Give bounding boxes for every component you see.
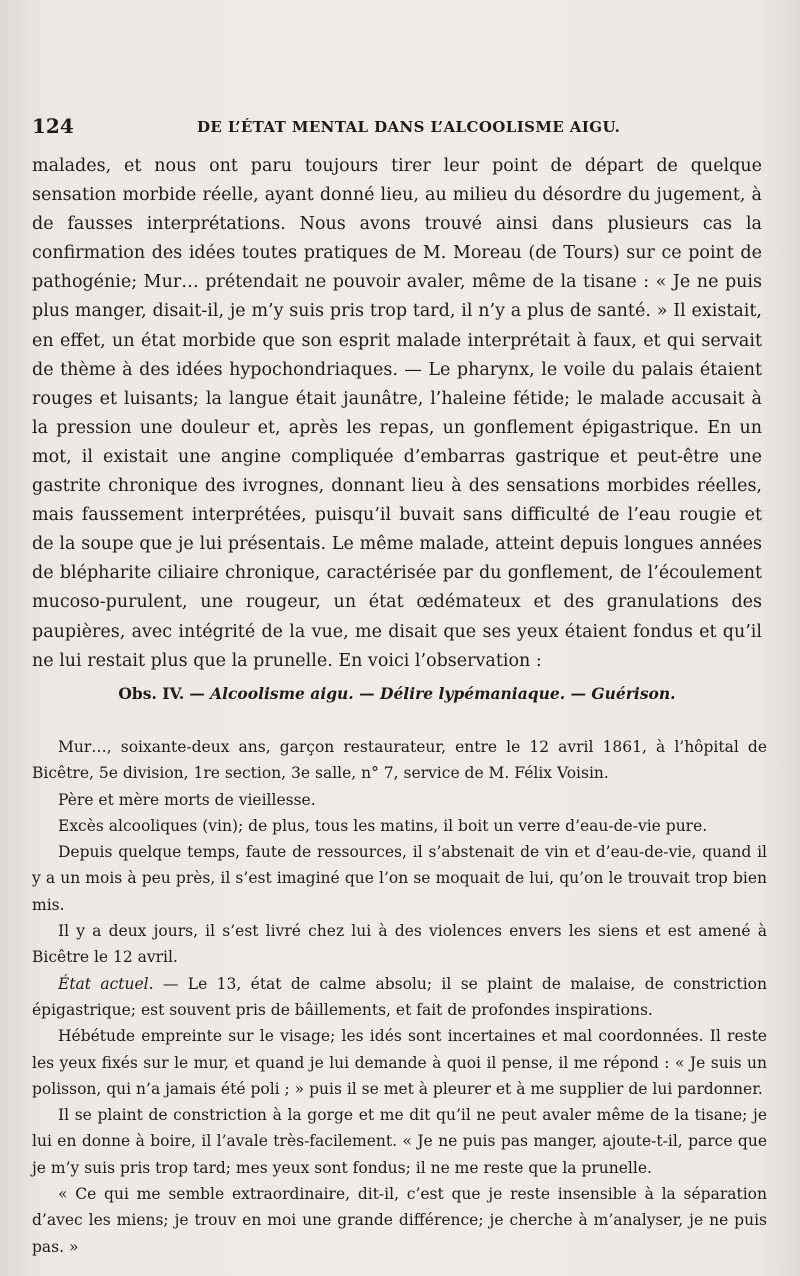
body-paragraph: malades, et nous ont paru toujours tirer leur point de départ de quelque sensation morbide réelle, ayant donné lieu, au milieu du désordre du jugement, à de fausses interprétations. Nous avons trouvé ainsi dans plusieurs cas la confirmation des idées toutes pratiques de M. Moreau (de Tours) sur ce point de pathogénie; Mur… prétendait ne pouvoir avaler, même de la tisane : « Je ne puis plus manger, disait-il, je m’y suis pris trop tard, il n’y a plus de santé. » Il existait, en effet, un état morbide que son esprit malade interprétait à faux, et qui servait de thème à des idées hypochondriaques. — Le pharynx, le voile du palais étaient rouges et luisants; la langue était jaunâtre, l’haleine fétide; le malade accusait à la pression une douleur et, après les repas, un gonflement épigastrique. En un mot, il existait une angine compliquée d’embarras gastrique et peut-être une gastrite chronique des ivrognes, donnant lieu à des sensations morbides réelles, mais faussement interprétées, puisqu’il buvait sans difficulté de l’eau rougie et de la soupe que je lui présentais. Le même malade, atteint depuis longues années de blépharite ciliaire chronique, caractérisée par du gonflement, de l’écoulement mucoso-purulent, une rougeur, un état œdémateux et des granulations des paupières, avec intégrité de la vue, me disait que ses yeux étaient fondus et qu’il ne lui restait plus que la prunelle. En voici l’observation : [32, 156, 762, 671]
main-text [32, 152, 762, 676]
observation-paragraph-parents: Père et mère morts de vieillesse. [58, 790, 316, 809]
observation-paragraph-quote: « Ce qui me semble extraordinaire, dit-il, c’est que je reste insensible à la séparation d’avec les miens; je trouv en moi une grande différence; je cherche à m’analyser, je ne puis pas. » [32, 1185, 767, 1256]
observation-heading [32, 684, 762, 703]
observation-paragraph-constriction: Il se plaint de constriction à la gorge et me dit qu’il ne peut avaler même de la tisane; je lui en donne à boire, il l’avale très-facilement. « Je ne puis pas manger, ajoute-t-il, parce que je m’y suis pris trop tard; mes yeux sont fondus; il ne me reste que la prunelle. [32, 1106, 767, 1177]
observation-label: Obs. IV. [118, 684, 185, 703]
observation-paragraph-excess: Excès alcooliques (vin); de plus, tous les matins, il boit un verre d’eau-de-vie pure. [58, 816, 708, 835]
page-header [32, 114, 762, 140]
current-state-label: État actuel. [58, 974, 154, 993]
observation-paragraph-history: Depuis quelque temps, faute de ressources, il s’abstenait de vin et d’eau-de-vie, quand il y a un mois à peu près, il s’est imaginé que l’on se moquait de lui, qu’on le trouvait trop bien mis. [32, 843, 767, 914]
observation-title: — Alcoolisme aigu. — Délire lypémaniaque. — Guérison. [189, 684, 676, 703]
observation-text [32, 734, 767, 1260]
observation-paragraph-violence: Il y a deux jours, il s’est livré chez lui à des violences envers les siens et est amené à Bicêtre le 12 avril. [32, 922, 767, 967]
current-state-text: — Le 13, état de calme absolu; il se plaint de malaise, de constriction épigastrique; est souvent pris de bâillements, et fait de profondes inspirations. [32, 974, 767, 1019]
page-number: 124 [32, 114, 74, 138]
observation-paragraph-current-state [32, 971, 767, 1024]
running-title: DE L’ÉTAT MENTAL DANS L’ALCOOLISME AIGU. [197, 118, 621, 136]
observation-paragraph-admission: Mur…, soixante-deux ans, garçon restaurateur, entre le 12 avril 1861, à l’hôpital de Bicêtre, 5e division, 1re section, 3e salle, n° 7, service de M. Félix Voisin. [32, 738, 767, 783]
observation-paragraph-hebetude: Hébétude empreinte sur le visage; les idés sont incertaines et mal coordonnées. Il reste les yeux fixés sur le mur, et quand je lui demande à quoi il pense, il me répond : « Je suis un polisson, qui n’a jamais été poli ; » puis il se met à pleurer et à me supplier de lui pardonner. [32, 1027, 767, 1098]
